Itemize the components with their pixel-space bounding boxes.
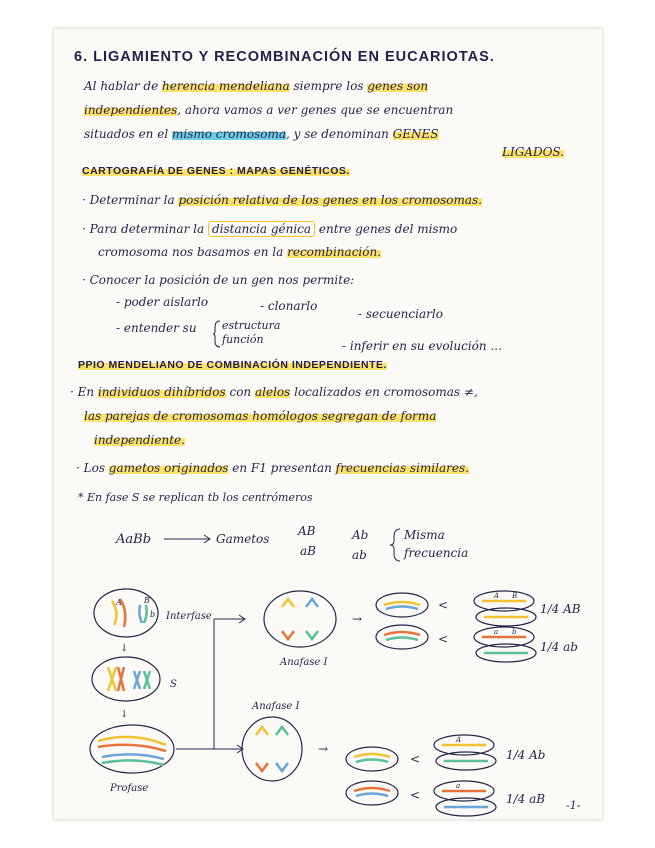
allele-B: B: [144, 596, 150, 605]
list-evolucion: - inferir en su evolución ...: [342, 339, 502, 353]
highlight-mismo-cromosoma: mismo cromosoma: [171, 127, 286, 141]
intro-line-4: [502, 145, 564, 159]
bullet-text: · Determinar la: [82, 193, 179, 207]
gamete-Ab: Ab: [352, 528, 369, 542]
highlight-genes-ligados: GENES: [392, 127, 439, 141]
list-clonar: - clonarlo: [260, 299, 318, 313]
meiosis-diagram: [54, 509, 602, 819]
intro-text: , ahora vamos a ver genes que se encuentran: [177, 103, 454, 117]
gamete-allele-a: a: [456, 782, 461, 790]
intro-text: siempre los: [289, 79, 368, 93]
highlight-alelos: alelos: [254, 385, 291, 399]
anafase-bottom-label: Anafase I: [252, 701, 300, 712]
gamete-cells-bottom: [434, 735, 496, 816]
highlight-posicion: posición relativa de los genes en los cromosomas.: [178, 193, 483, 207]
ppio-text: localizados en cromosomas ≠,: [290, 385, 478, 399]
daughter-cells-bottom: [346, 747, 398, 805]
profase-label: Profase: [110, 783, 149, 794]
section-heading-text: CARTOGRAFÍA DE GENES : MAPAS GENÉTICOS.: [82, 165, 350, 177]
ppio-line-4: [76, 461, 469, 475]
misma-label: Misma: [404, 528, 445, 542]
gamete-AB: AB: [298, 524, 316, 538]
interfase-cell: [94, 589, 158, 637]
list-aislar: - poder aislarlo: [116, 295, 209, 309]
intro-line-2: [84, 103, 453, 117]
list-secuenciar: - secuenciarlo: [358, 307, 443, 321]
list-estructura: estructura: [222, 319, 281, 332]
right-arrow-icon: →: [318, 742, 329, 756]
genotype-label: AaBb: [116, 532, 152, 547]
gamete-aB: aB: [300, 544, 316, 558]
result-Ab: 1/4 Ab: [506, 748, 546, 762]
down-arrow-icon: ↓: [120, 643, 129, 654]
section-heading-ppio: [78, 359, 387, 371]
right-arrow-icon: →: [352, 612, 363, 626]
gamete-allele-a: a: [494, 628, 499, 636]
result-aB: 1/4 aB: [506, 792, 546, 806]
intro-text: , y se denominan: [285, 127, 393, 141]
highlight-independiente: independiente.: [94, 433, 185, 447]
frecuencia-label: frecuencia: [404, 546, 469, 560]
s-phase-cell: [92, 657, 160, 701]
highlight-genes: genes son: [367, 79, 429, 93]
gamete-allele-b: b: [512, 628, 517, 636]
bullet-posicion: [82, 193, 482, 207]
gametos-label: Gametos: [216, 532, 270, 546]
boxed-distancia-genica: distancia génica: [208, 221, 315, 237]
s-phase-label: S: [170, 679, 177, 690]
intro-text: Al hablar de: [84, 79, 163, 93]
anafase-top-label: Anafase I: [280, 657, 328, 668]
interfase-label: Interfase: [166, 611, 212, 622]
highlight-independientes: independientes: [84, 103, 178, 117]
result-ab: 1/4 ab: [540, 640, 578, 654]
arrow-icon: [164, 535, 210, 543]
allele-b: b: [150, 610, 156, 619]
page-number: -1-: [566, 799, 581, 812]
down-arrow-icon: ↓: [120, 709, 129, 720]
section-heading-text: PPIO MENDELIANO DE COMBINACIÓN INDEPENDIENTE.: [78, 359, 387, 371]
gamete-ab: ab: [352, 548, 367, 562]
split-icon: <: [410, 752, 421, 766]
bullet-distancia: [82, 222, 457, 236]
highlight-herencia: herencia mendeliana: [162, 79, 290, 93]
brace-icon: [212, 320, 222, 348]
ppio-line-1: [70, 385, 478, 399]
bullet-text: · Para determinar la: [82, 222, 208, 236]
ppio-text: con: [225, 385, 255, 399]
split-icon: <: [438, 598, 449, 612]
split-icon: <: [410, 788, 421, 802]
ppio-line-2: [84, 409, 436, 423]
intro-text: situados en el: [84, 127, 172, 141]
profase-cell: [90, 725, 174, 773]
brace-icon: [390, 529, 400, 561]
highlight-parejas: las parejas de cromosomas homólogos segregan de forma: [84, 409, 437, 423]
highlight-dihibridos: individuos dihíbridos: [97, 385, 226, 399]
ppio-text: · En: [70, 385, 98, 399]
bullet-conocer: · Conocer la posición de un gen nos permite:: [82, 273, 355, 287]
ppio-text: en F1 presentan: [228, 461, 336, 475]
gamete-cells-top: [474, 591, 536, 662]
highlight-recombinacion: recombinación.: [287, 245, 382, 259]
notebook-page: [53, 28, 603, 820]
bullet-text: entre genes del mismo: [315, 222, 458, 236]
branch-arrow-icon: [176, 615, 245, 753]
list-funcion: función: [222, 333, 264, 346]
result-AB: 1/4 AB: [540, 602, 581, 616]
ppio-line-3: [94, 433, 185, 447]
ppio-text: · Los: [76, 461, 109, 475]
anafase-top-cell: [264, 591, 336, 647]
gamete-allele-B: B: [512, 592, 518, 600]
highlight-ligados: LIGADOS.: [502, 145, 565, 159]
highlight-frecuencias: frecuencias similares.: [335, 461, 469, 475]
intro-line-3: [84, 127, 439, 141]
split-icon: <: [438, 632, 449, 646]
intro-line-1: [84, 79, 428, 93]
ppio-note: * En fase S se replican tb los centrómeros: [78, 491, 313, 504]
highlight-gametos: gametos originados: [108, 461, 229, 475]
page-title: 6. LIGAMIENTO Y RECOMBINACIÓN EN EUCARIOTAS.: [74, 49, 495, 65]
gamete-allele-A: A: [456, 736, 462, 744]
allele-A: A: [116, 598, 122, 607]
gamete-allele-A: A: [494, 592, 500, 600]
bullet-text: cromosoma nos basamos en la: [98, 245, 288, 259]
anafase-bottom-cell: [242, 717, 302, 781]
daughter-cells-top: [376, 593, 428, 649]
list-entender: - entender su: [116, 321, 197, 335]
section-heading-cartografia: [82, 165, 350, 177]
bullet-distancia-cont: [98, 245, 381, 259]
